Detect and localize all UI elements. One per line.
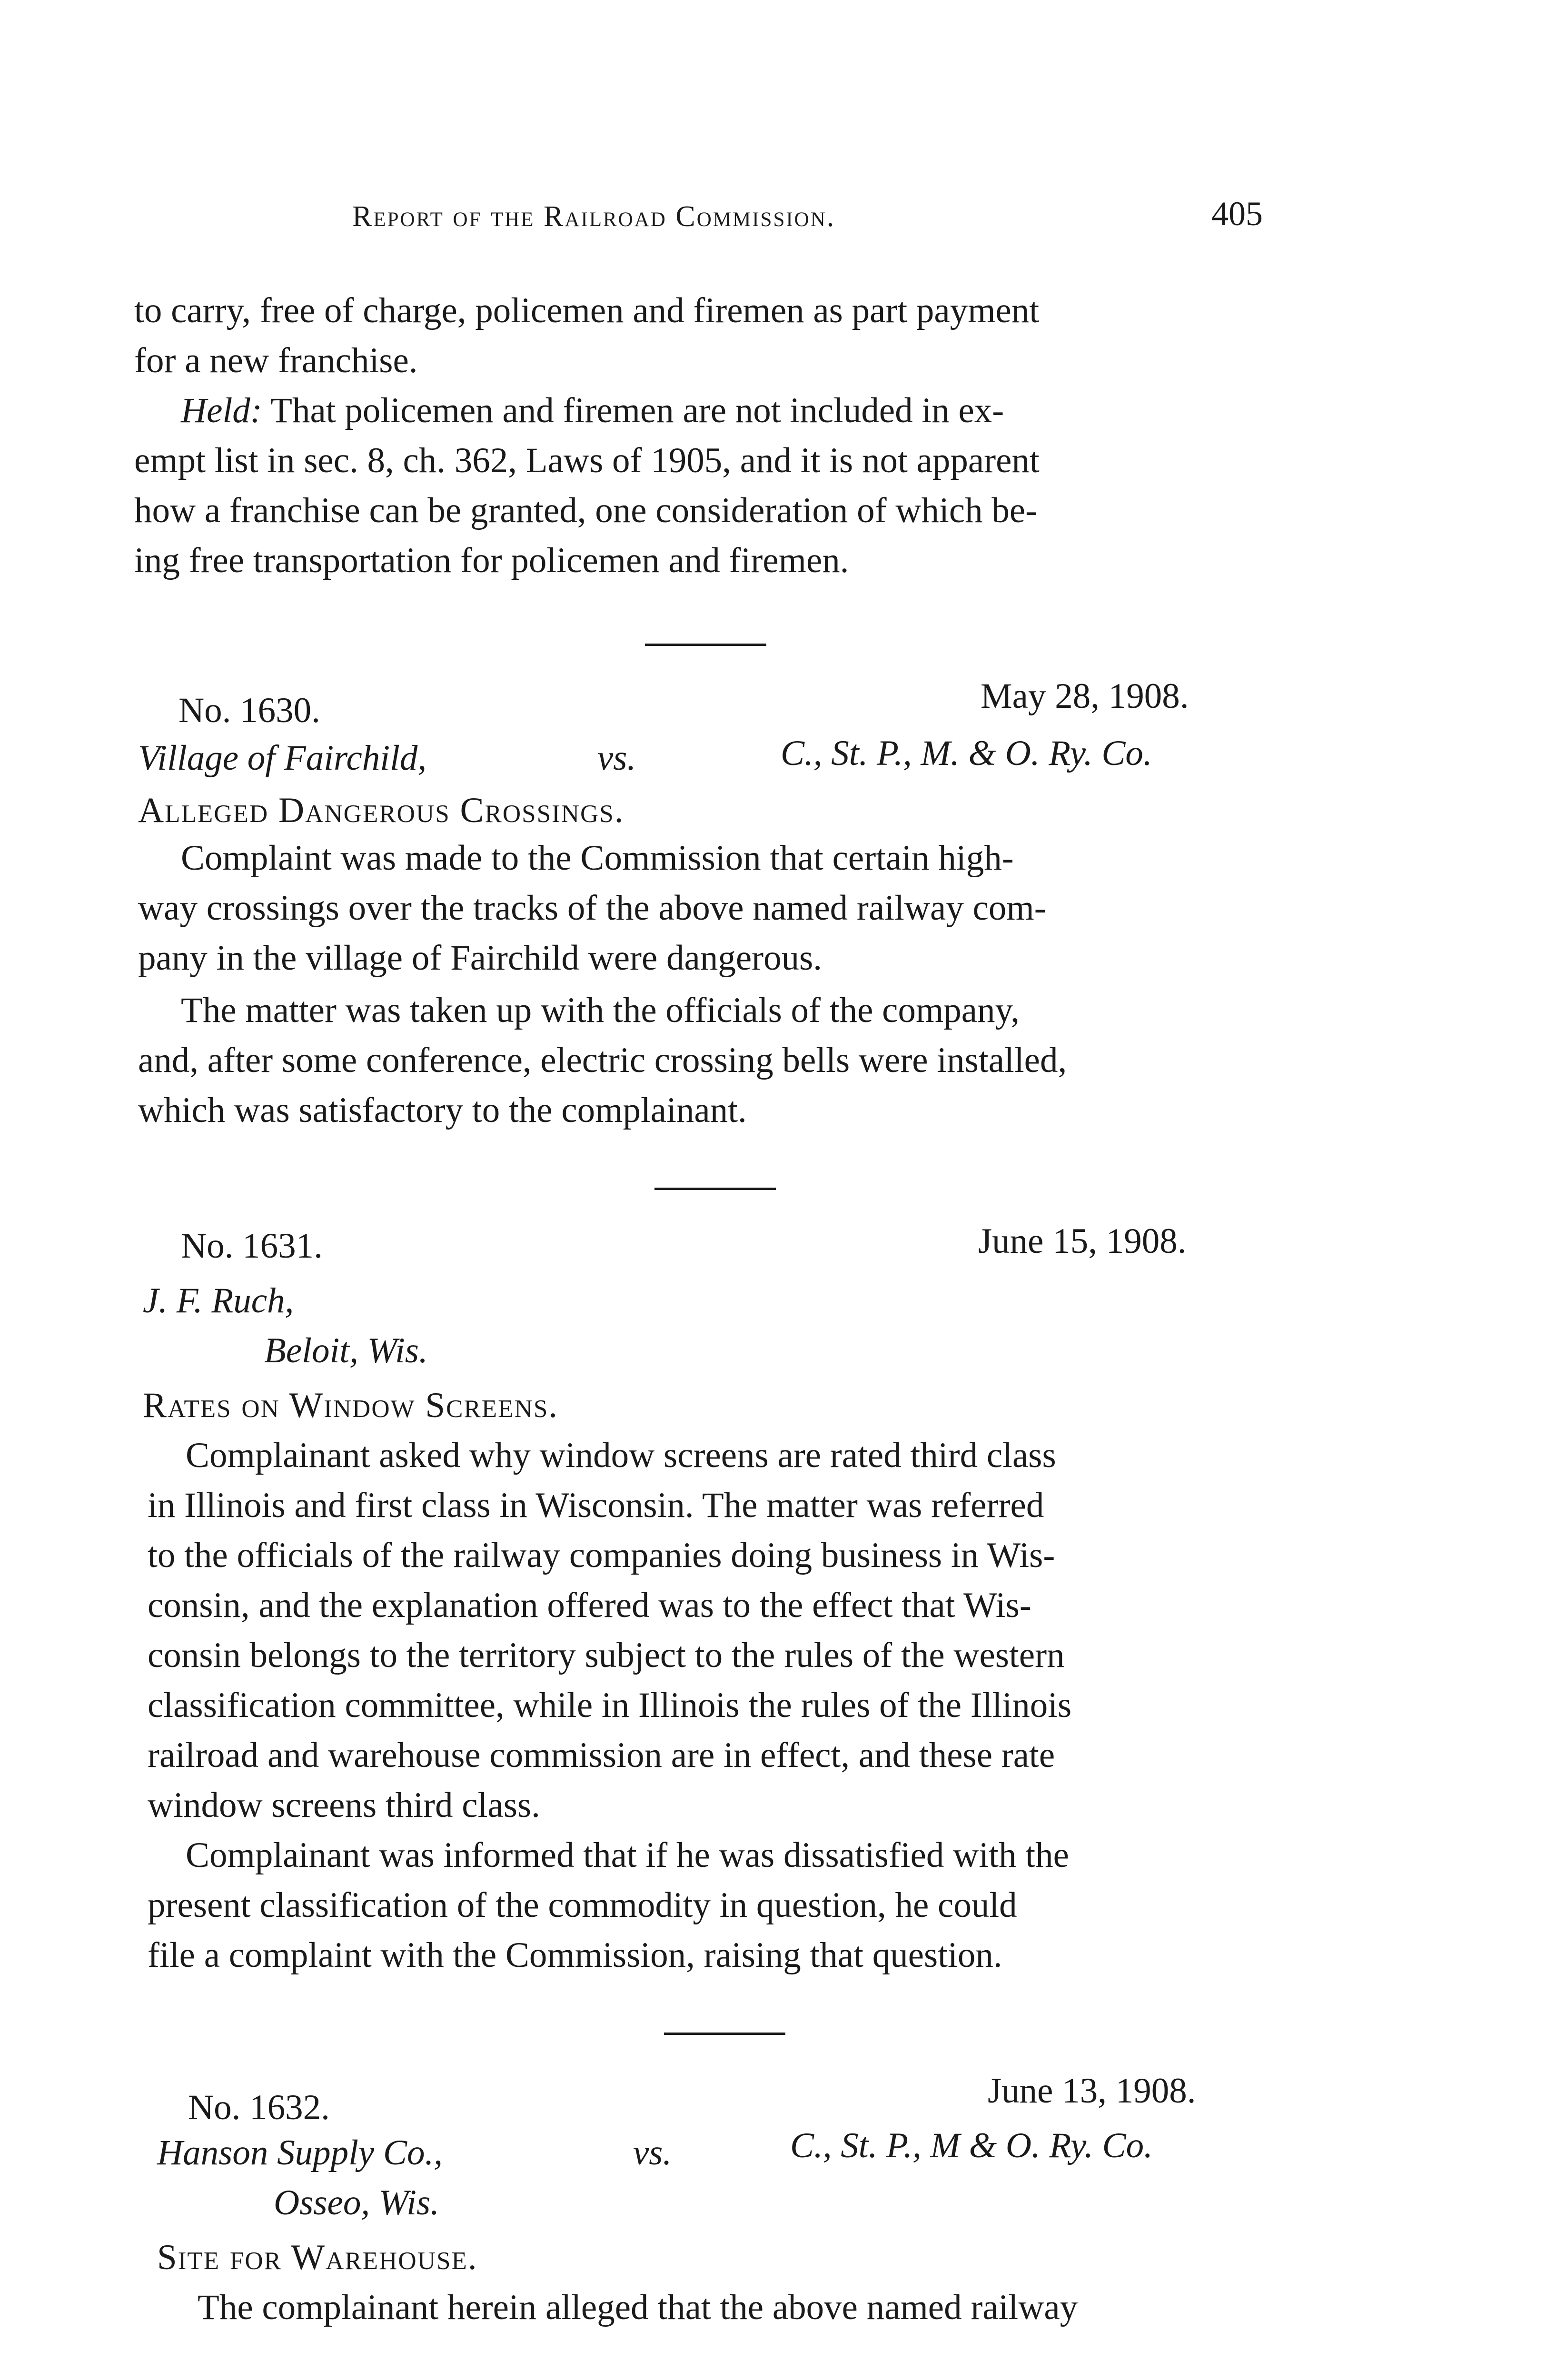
case-number: No. 1632. (188, 2088, 330, 2127)
case-plaintiff: J. F. Ruch, (143, 1281, 294, 1320)
held-first-line: That policemen and firemen are not included in ex- (270, 391, 1004, 430)
case-body-line: file a complaint with the Commission, raising that question. (148, 1935, 1002, 1975)
case-vs: vs. (597, 738, 636, 778)
held-label: Held: (181, 391, 262, 430)
case-body-line: way crossings over the tracks of the above named railway com- (138, 888, 1046, 928)
case-date: June 15, 1908. (978, 1221, 1187, 1261)
running-title: Report of the Railroad Commission. (352, 200, 836, 233)
case-body-line: and, after some conference, electric crossing bells were installed, (138, 1041, 1067, 1080)
intro-line: for a new franchise. (134, 341, 418, 380)
held-line: how a franchise can be granted, one consideration of which be- (134, 491, 1038, 530)
case-body-line: window screens third class. (148, 1785, 540, 1825)
case-body-line: classification committee, while in Illinois the rules of the Illinois (148, 1686, 1072, 1725)
held-line: empt list in sec. 8, ch. 362, Laws of 1905, and it is not apparent (134, 441, 1040, 480)
case-body-line: in Illinois and first class in Wisconsin. The matter was referred (148, 1486, 1044, 1525)
case-plaintiff: Village of Fairchild, (138, 738, 427, 778)
case-body-line: to the officials of the railway companies doing business in Wis- (148, 1536, 1055, 1575)
section-divider (654, 1188, 776, 1190)
case-body-line: pany in the village of Fairchild were dangerous. (138, 938, 823, 978)
case-body-line: The complainant herein alleged that the above named railway (198, 2288, 1078, 2327)
case-body-line: Complaint was made to the Commission that certain high- (181, 838, 1014, 878)
case-number: No. 1631. (181, 1226, 323, 1266)
case-number: No. 1630. (178, 691, 320, 730)
case-defendant: C., St. P., M. & O. Ry. Co. (781, 734, 1152, 773)
held-paragraph (181, 390, 1004, 431)
held-line: ing free transportation for policemen and firemen. (134, 541, 849, 580)
case-heading: Rates on Window Screens. (143, 1386, 559, 1425)
case-heading: Alleged Dangerous Crossings. (138, 791, 624, 830)
case-body-line: The matter was taken up with the officials of the company, (181, 991, 1020, 1030)
case-plaintiff-location: Osseo, Wis. (274, 2183, 439, 2222)
section-divider (664, 2033, 785, 2035)
case-defendant: C., St. P., M & O. Ry. Co. (790, 2126, 1153, 2165)
page-number: 405 (1211, 195, 1263, 233)
case-vs: vs. (633, 2133, 672, 2172)
case-body-line: consin, and the explanation offered was to the effect that Wis- (148, 1586, 1031, 1625)
case-body-line: which was satisfactory to the complainant. (138, 1091, 747, 1130)
case-body-line: Complainant was informed that if he was dissatisfied with the (186, 1835, 1069, 1875)
case-body-line: railroad and warehouse commission are in effect, and these rate (148, 1735, 1055, 1775)
intro-line: to carry, free of charge, policemen and firemen as part payment (134, 291, 1040, 330)
case-plaintiff: Hanson Supply Co., (157, 2133, 443, 2172)
case-date: June 13, 1908. (988, 2071, 1196, 2111)
case-body-line: present classification of the commodity in question, he could (148, 1885, 1017, 1925)
section-divider (645, 644, 766, 646)
case-plaintiff-location: Beloit, Wis. (264, 1331, 428, 1370)
case-date: May 28, 1908. (981, 676, 1189, 716)
case-body-line: Complainant asked why window screens are rated third class (186, 1436, 1056, 1475)
case-body-line: consin belongs to the territory subject to the rules of the western (148, 1636, 1065, 1675)
case-heading: Site for Warehouse. (157, 2238, 478, 2277)
